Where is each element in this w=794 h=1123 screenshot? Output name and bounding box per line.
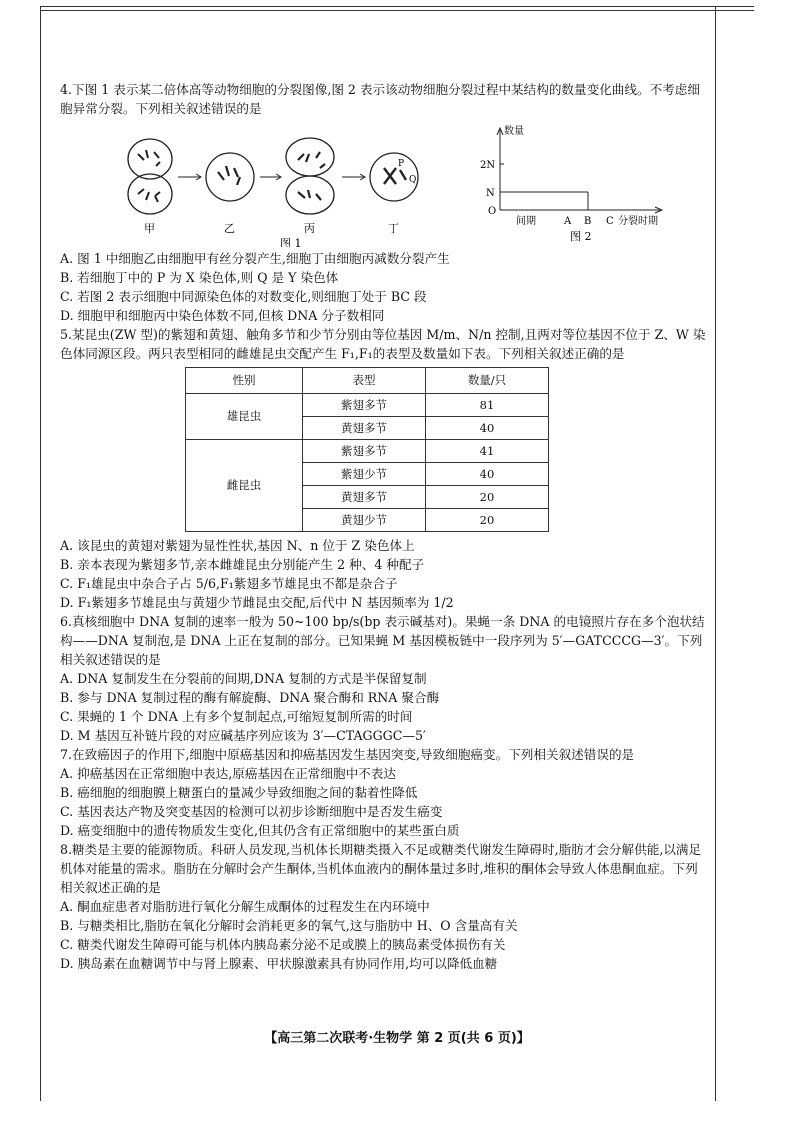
table-header-phenotype: 表型 [303,368,426,394]
q5-option-c: C. F₁雄昆虫中杂合子占 5/6,F₁紫翅多节雄昆虫不都是杂合子 [60,576,398,591]
fig1-label-q: Q [409,175,417,185]
q8-option-a: A. 酮血症患者对脂肪进行氧化分解生成酮体的过程发生在内环境中 [60,899,430,914]
fig2-caption: 图 2 [570,230,592,243]
q7-stem: 7.在致癌因子的作用下,细胞中原癌基因和抑癌基因发生基因突变,导致细胞癌变。下列相关叙述错误的是 [60,747,635,762]
q8-option-c: C. 糖类代谢发生障碍可能与机体内胰岛素分泌不足或膜上的胰岛素受体损伤有关 [60,937,506,952]
table-row [186,394,549,417]
table-cell-female: 雌昆虫 [186,440,303,532]
fig1-cell-jia-label: 甲 [144,222,155,235]
fig2-x-tick-b: B [584,216,592,227]
page-footer: 【高三第二次联考·生物学 第 2 页(共 6 页)】 [264,1031,530,1046]
q8-stem: 8.糖类是主要的能源物质。科研人员发现,当机体长期糖类摄入不足或糖类代谢发生障碍时,脂肪才会分解供能,以满足机体对能量的需求。脂肪在分解时会产生酮体,当机体血液内的酮体量过多时,堆积的酮体会导致人体患酮血症。下列相关叙述正确的是 [60,842,702,895]
q6-option-d: D. M 基因互补链片段的对应碱基序列应该为 3′—CTAGGGC—5′ [60,728,426,743]
q7-option-d: D. 癌变细胞中的遗传物质发生变化,但其仍含有正常细胞中的某些蛋白质 [60,823,460,838]
page-border-left [40,6,41,1101]
q6-option-c: C. 果蝇的 1 个 DNA 上有多个复制起点,可缩短复制所需的时间 [60,709,413,724]
q5-stem: 5.某昆虫(ZW 型)的紫翅和黄翅、触角多节和少节分别由等位基因 M/m、N/n 控制,且两对等位基因不位于 Z、W 染色体同源区段。两只表型相同的雌雄昆虫交配产生 F₁,F₁的表型及数量如下表。下列相关叙述正确的是 [60,327,706,361]
figure-2-graph [460,122,680,247]
table-header-sex: 性别 [186,368,303,394]
table-cell: 81 [426,394,549,417]
table-cell: 41 [426,440,549,463]
fig2-y-title: 数量 [504,126,524,137]
q6-option-b: B. 参与 DNA 复制过程的酶有解旋酶、DNA 聚合酶和 RNA 聚合酶 [60,690,440,705]
q5-option-a: A. 该昆虫的黄翅对紫翅为显性性状,基因 N、n 位于 Z 染色体上 [60,538,415,553]
table-cell: 黄翅多节 [303,417,426,440]
table-cell: 20 [426,486,549,509]
fig2-x-tick-a: A [564,216,572,227]
table-cell-male: 雄昆虫 [186,394,303,440]
fig1-cell-ding-label: 丁 [388,222,399,235]
q4-option-a: A. 图 1 中细胞乙由细胞甲有丝分裂产生,细胞丁由细胞丙减数分裂产生 [60,251,450,266]
table-cell: 40 [426,417,549,440]
table-row [186,440,549,463]
q4-stem: 4.下图 1 表示某二倍体高等动物细胞的分裂图像,图 2 表示该动物细胞分裂过程中某结构的数量变化曲线。不考虑细胞异常分裂。下列相关叙述错误的是 [60,82,700,116]
q7-option-c: C. 基因表达产物及突变基因的检测可以初步诊断细胞中是否发生癌变 [60,804,443,819]
q8-option-d: D. 胰岛素在血糖调节中与肾上腺素、甲状腺激素具有协同作用,均可以降低血糖 [60,956,498,971]
question-content [60,80,710,973]
fig2-y-tick-2n: 2N [480,160,496,171]
table-cell: 20 [426,509,549,532]
q5-table [185,367,549,532]
q6-stem: 6.真核细胞中 DNA 复制的速率一般为 50~100 bp/s(bp 表示碱基对)。果蝇一条 DNA 的电镜照片存在多个泡状结构——DNA 复制泡,是 DNA 上正在复制的部分。已知果蝇 M 基因模板链中一段序列为 5′—GATCCCG—3′。下列相关叙述错误的是 [60,614,705,667]
table-cell: 紫翅多节 [303,440,426,463]
table-cell: 紫翅少节 [303,463,426,486]
q6-option-a: A. DNA 复制发生在分裂前的间期,DNA 复制的方式是半保留复制 [60,671,427,686]
fig1-caption: 图 1 [280,237,302,247]
table-cell: 黄翅少节 [303,509,426,532]
table-cell: 紫翅多节 [303,394,426,417]
fig2-y-tick-n: N [486,188,495,199]
table-cell: 黄翅多节 [303,486,426,509]
page-border-right [715,6,716,1101]
q4-option-c: C. 若图 2 表示细胞中同源染色体的对数变化,则细胞丁处于 BC 段 [60,289,427,304]
q5-option-b: B. 亲本表现为紫翅多节,亲本雌雄昆虫分别能产生 2 种、4 种配子 [60,557,425,572]
figure-1-cell-division [120,122,450,247]
fig2-x-tick-interphase: 间期 [516,216,536,227]
fig1-cell-bing-label: 丙 [304,222,315,235]
q4-option-d: D. 细胞甲和细胞丙中染色体数不同,但核 DNA 分子数相同 [60,308,385,323]
q4-option-b: B. 若细胞丁中的 P 为 X 染色体,则 Q 是 Y 染色体 [60,270,339,285]
q7-option-b: B. 癌细胞的细胞膜上糖蛋白的量减少导致细胞之间的黏着性降低 [60,785,418,800]
table-cell: 40 [426,463,549,486]
fig2-x-title: 分裂时期 [618,216,658,227]
q4-figures [60,122,710,247]
page-border-top [40,6,754,11]
fig2-x-tick-c: C [606,216,614,227]
fig1-cell-yi-label: 乙 [224,222,235,235]
fig1-label-p: P [398,159,405,169]
q7-option-a: A. 抑癌基因在正常细胞中表达,原癌基因在正常细胞中不表达 [60,766,396,781]
q8-option-b: B. 与糖类相比,脂肪在氧化分解时会消耗更多的氧气,这与脂肪中 H、O 含量高有关 [60,918,518,933]
fig2-y-tick-o: O [488,206,497,217]
q5-option-d: D. F₁紫翅多节雄昆虫与黄翅少节雌昆虫交配,后代中 N 基因频率为 1/2 [60,595,454,610]
table-header-count: 数量/只 [426,368,549,394]
